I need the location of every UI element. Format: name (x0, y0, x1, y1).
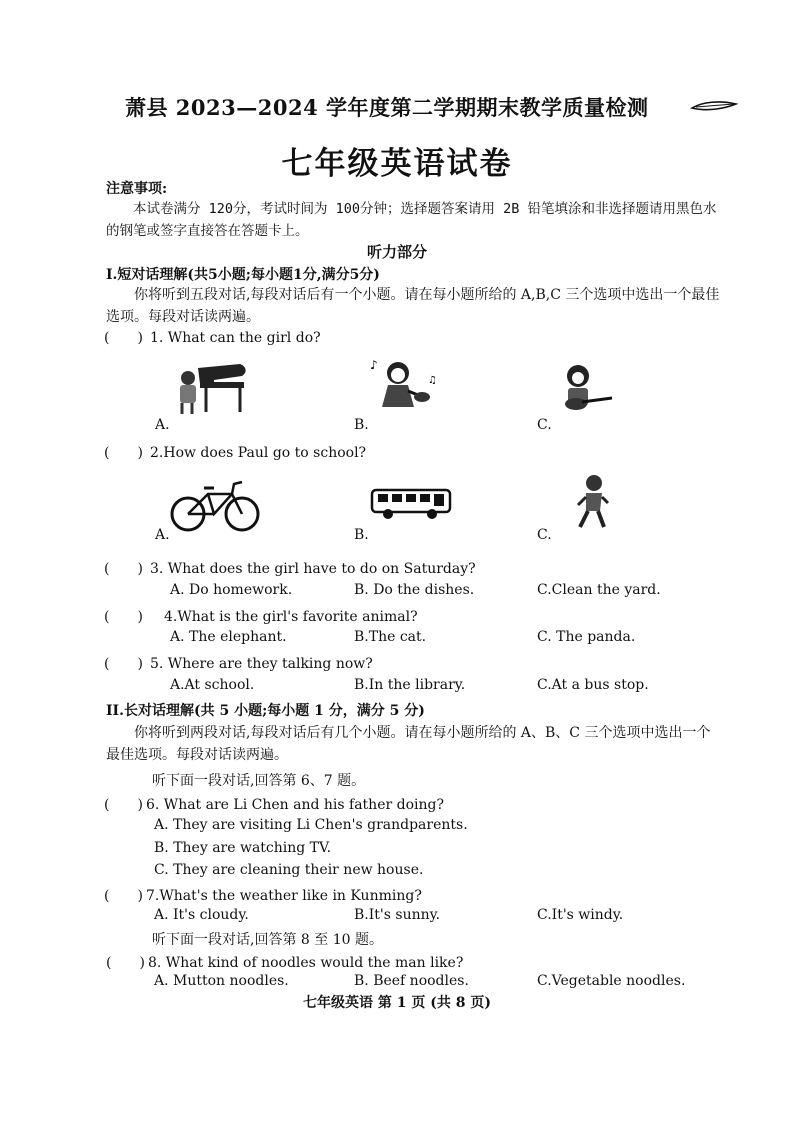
question-text: 4.What is the girl's favorite animal? (164, 609, 418, 625)
q4-option-b: B.The cat. (354, 629, 427, 645)
guitar-girl-icon (556, 362, 616, 417)
group2-instruction: 听下面一段对话,回答第 8 至 10 题。 (152, 932, 383, 948)
q6-option-c: C. They are cleaning their new house. (154, 862, 424, 878)
q3-option-a: A. Do homework. (170, 582, 293, 598)
q2-option-b: B. (354, 527, 369, 543)
bus-icon (370, 486, 452, 520)
q5-option-c: C.At a bus stop. (537, 677, 649, 693)
question-5 (104, 653, 373, 673)
q5-option-b: B.In the library. (354, 677, 466, 693)
svg-text:♪: ♪ (370, 358, 378, 372)
exam-title: 萧县 2023—2024 学年度第二学期期末教学质量检测 (125, 95, 649, 120)
question-text: 3. What does the girl have to do on Saturday? (150, 561, 476, 577)
section2-heading: II.长对话理解(共 5 小题;每小题 1 分，满分 5 分) (106, 703, 425, 719)
q4-option-a: A. The elephant. (170, 629, 287, 645)
section1-heading: I.短对话理解(共5小题;每小题1分,满分5分) (106, 267, 380, 283)
notice-heading: 注意事项: (106, 181, 168, 197)
page-footer: 七年级英语 第 1 页 (共 8 页) (303, 995, 491, 1011)
paper-title: 七年级英语试卷 (281, 146, 513, 182)
q7-option-c: C.It's windy. (537, 907, 624, 923)
question-2 (104, 442, 366, 462)
answer-bracket[interactable]: ( ) (104, 330, 143, 346)
walking-boy-icon (572, 473, 612, 533)
q7-option-a: A. It's cloudy. (154, 907, 249, 923)
answer-bracket[interactable]: ( ) (104, 445, 143, 461)
question-text: 5. Where are they talking now? (150, 656, 373, 672)
question-7 (104, 885, 422, 905)
question-text: 7.What's the weather like in Kunming? (146, 888, 422, 904)
question-3 (104, 558, 476, 578)
q3-option-c: C.Clean the yard. (537, 582, 661, 598)
q1-option-c: C. (537, 417, 552, 433)
notice-body: 本试卷满分 120分，考试时间为 100分钟；选择题答案请用 2B 铅笔填涂和非选择题请用黑色水的钢笔或签字直接答在答题卡上。 (106, 201, 717, 239)
answer-bracket[interactable]: ( ) (104, 888, 143, 904)
question-text: 8. What kind of noodles would the man like? (148, 955, 464, 971)
answer-bracket[interactable]: ( ) (104, 561, 143, 577)
q6-option-b: B. They are watching TV. (154, 840, 332, 856)
svg-text:♫: ♫ (428, 375, 437, 386)
q3-option-b: B. Do the dishes. (354, 582, 475, 598)
question-text: 1. What can the girl do? (150, 330, 321, 346)
bicycle-icon (168, 476, 264, 534)
question-8 (106, 952, 463, 972)
question-1 (104, 327, 321, 347)
listening-section-title: 听力部分 (366, 243, 427, 261)
question-text: 6. What are Li Chen and his father doing? (146, 797, 444, 813)
piano-girl-icon (170, 360, 250, 418)
question-6 (104, 794, 444, 814)
q4-option-c: C. The panda. (537, 629, 636, 645)
violin-girl-icon (368, 355, 438, 415)
q2-option-a: A. (155, 527, 170, 543)
q8-option-b: B. Beef noodles. (354, 973, 469, 989)
q7-option-b: B.It's sunny. (354, 907, 441, 923)
section1-instructions: 你将听到五段对话,每段对话后有一个小题。请在每小题所给的 A,B,C 三个选项中选出一个最佳选项。每段对话读两遍。 (106, 287, 720, 325)
q1-option-b: B. (354, 417, 369, 433)
answer-bracket[interactable]: ( ) (106, 955, 145, 971)
group1-instruction: 听下面一段对话,回答第 6、7 题。 (152, 773, 366, 789)
q5-option-a: A.At school. (170, 677, 255, 693)
q1-option-a: A. (155, 417, 170, 433)
question-4 (104, 606, 418, 626)
feather-logo-icon (690, 98, 738, 114)
answer-bracket[interactable]: ( ) (104, 609, 143, 625)
q8-option-c: C.Vegetable noodles. (537, 973, 686, 989)
answer-bracket[interactable]: ( ) (104, 656, 143, 672)
section2-instructions: 你将听到两段对话,每段对话后有几个小题。请在每小题所给的 A、B、C 三个选项中选出一个最佳选项。每段对话读两遍。 (106, 725, 711, 763)
q8-option-a: A. Mutton noodles. (154, 973, 289, 989)
q6-option-a: A. They are visiting Li Chen's grandparents. (154, 817, 468, 833)
question-text: 2.How does Paul go to school? (150, 445, 367, 461)
answer-bracket[interactable]: ( ) (104, 797, 143, 813)
q2-option-c: C. (537, 527, 552, 543)
